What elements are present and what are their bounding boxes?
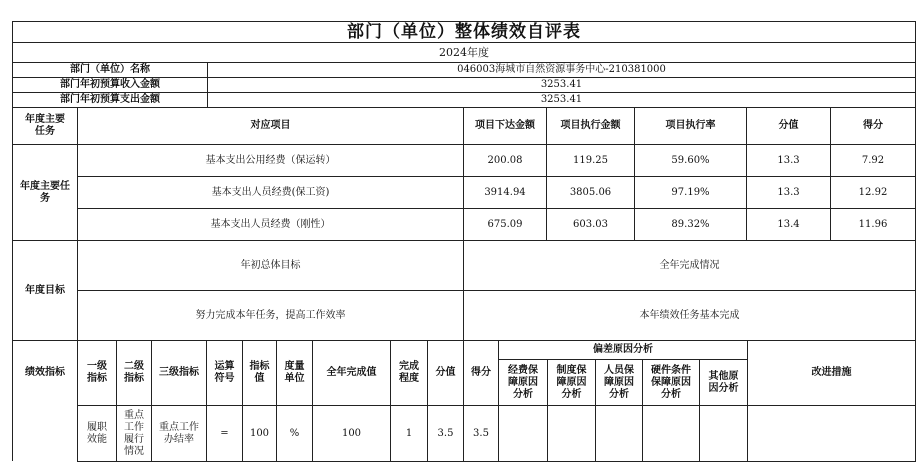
report-year: 2024年度 xyxy=(12,42,915,62)
indicator-score-value: 3.5 xyxy=(427,405,463,461)
task-project-name: 基本支出人员经费(保工资) xyxy=(77,176,463,208)
level3-value: 重点工作 办结率 xyxy=(151,405,206,461)
task-score: 11.96 xyxy=(830,208,915,240)
indicator-score-header: 得分 xyxy=(463,340,498,405)
dev-hardware-header: 硬件条件 保障原因 分析 xyxy=(642,359,699,405)
dev-other-header: 其他原 因分析 xyxy=(699,359,747,405)
task-exec-rate: 59.60% xyxy=(634,144,746,176)
task-row-label: 年度主要任 务 xyxy=(12,144,77,240)
task-exec-amount: 3805.06 xyxy=(546,176,634,208)
task-score-value: 13.4 xyxy=(746,208,830,240)
task-score-value: 13.3 xyxy=(746,176,830,208)
indicator-score-value-header: 分值 xyxy=(427,340,463,405)
dev-system-cell xyxy=(547,405,595,461)
dept-name-label: 部门（单位）名称 xyxy=(12,62,207,77)
task-exec-rate: 89.32% xyxy=(634,208,746,240)
initial-goal-header: 年初总体目标 xyxy=(77,240,463,290)
task-exec-amount: 603.03 xyxy=(546,208,634,240)
task-amount: 3914.94 xyxy=(463,176,546,208)
budget-income-value: 3253.41 xyxy=(207,77,915,92)
task-amount: 675.09 xyxy=(463,208,546,240)
level1-value: 履职 效能 xyxy=(77,405,116,461)
dev-staff-cell xyxy=(595,405,642,461)
task-score: 12.92 xyxy=(830,176,915,208)
task-column-header: 年度主要 任务 xyxy=(12,107,77,144)
task-project-name: 基本支出人员经费（刚性） xyxy=(77,208,463,240)
dev-staff-header: 人员保 障原因 分析 xyxy=(595,359,642,405)
budget-expense-label: 部门年初预算支出金额 xyxy=(12,92,207,107)
dev-funds-header: 经费保 障原因 分析 xyxy=(498,359,547,405)
level2-header: 二级 指标 xyxy=(116,340,151,405)
indicator-label: 绩效指标 xyxy=(12,340,77,405)
target-header: 指标 值 xyxy=(242,340,276,405)
actual-header: 全年完成值 xyxy=(312,340,390,405)
operator-value: = xyxy=(206,405,242,461)
exec-amount-column-header: 项目执行金额 xyxy=(546,107,634,144)
degree-header: 完成 程度 xyxy=(390,340,427,405)
dev-system-header: 制度保 障原因 分析 xyxy=(547,359,595,405)
dev-funds-cell xyxy=(498,405,547,461)
task-project-name: 基本支出公用经费（保运转） xyxy=(77,144,463,176)
task-amount: 200.08 xyxy=(463,144,546,176)
exec-rate-column-header: 项目执行率 xyxy=(634,107,746,144)
level2-value: 重点 工作 履行 情况 xyxy=(116,405,151,461)
initial-goal-text: 努力完成本年任务，提高工作效率 xyxy=(77,290,463,340)
score-value-column-header: 分值 xyxy=(746,107,830,144)
level1-header: 一级 指标 xyxy=(77,340,116,405)
score-column-header: 得分 xyxy=(830,107,915,144)
dev-hardware-cell xyxy=(642,405,699,461)
actual-value: 100 xyxy=(312,405,390,461)
project-column-header: 对应项目 xyxy=(77,107,463,144)
improvement-cell xyxy=(747,405,915,461)
level3-header: 三级指标 xyxy=(151,340,206,405)
table-left-border xyxy=(12,405,13,461)
task-exec-amount: 119.25 xyxy=(546,144,634,176)
task-exec-rate: 97.19% xyxy=(634,176,746,208)
degree-value: 1 xyxy=(390,405,427,461)
improvement-header: 改进措施 xyxy=(747,340,915,405)
table-right-border xyxy=(915,21,916,461)
annual-goal-label: 年度目标 xyxy=(12,240,77,340)
unit-header: 度量 单位 xyxy=(276,340,312,405)
unit-value: % xyxy=(276,405,312,461)
indicator-score: 3.5 xyxy=(463,405,498,461)
dept-name-value: 046003海城市自然资源事务中心-210381000 xyxy=(207,62,915,77)
completion-header: 全年完成情况 xyxy=(463,240,915,290)
deviation-header: 偏差原因分析 xyxy=(498,340,747,359)
task-score-value: 13.3 xyxy=(746,144,830,176)
operator-header: 运算 符号 xyxy=(206,340,242,405)
budget-expense-value: 3253.41 xyxy=(207,92,915,107)
table-bottom-border xyxy=(77,461,916,462)
budget-income-label: 部门年初预算收入金额 xyxy=(12,77,207,92)
task-score: 7.92 xyxy=(830,144,915,176)
page-title: 部门（单位）整体绩效自评表 xyxy=(12,21,915,42)
target-value: 100 xyxy=(242,405,276,461)
completion-text: 本年绩效任务基本完成 xyxy=(463,290,915,340)
dev-other-cell xyxy=(699,405,747,461)
amount-column-header: 项目下达金额 xyxy=(463,107,546,144)
